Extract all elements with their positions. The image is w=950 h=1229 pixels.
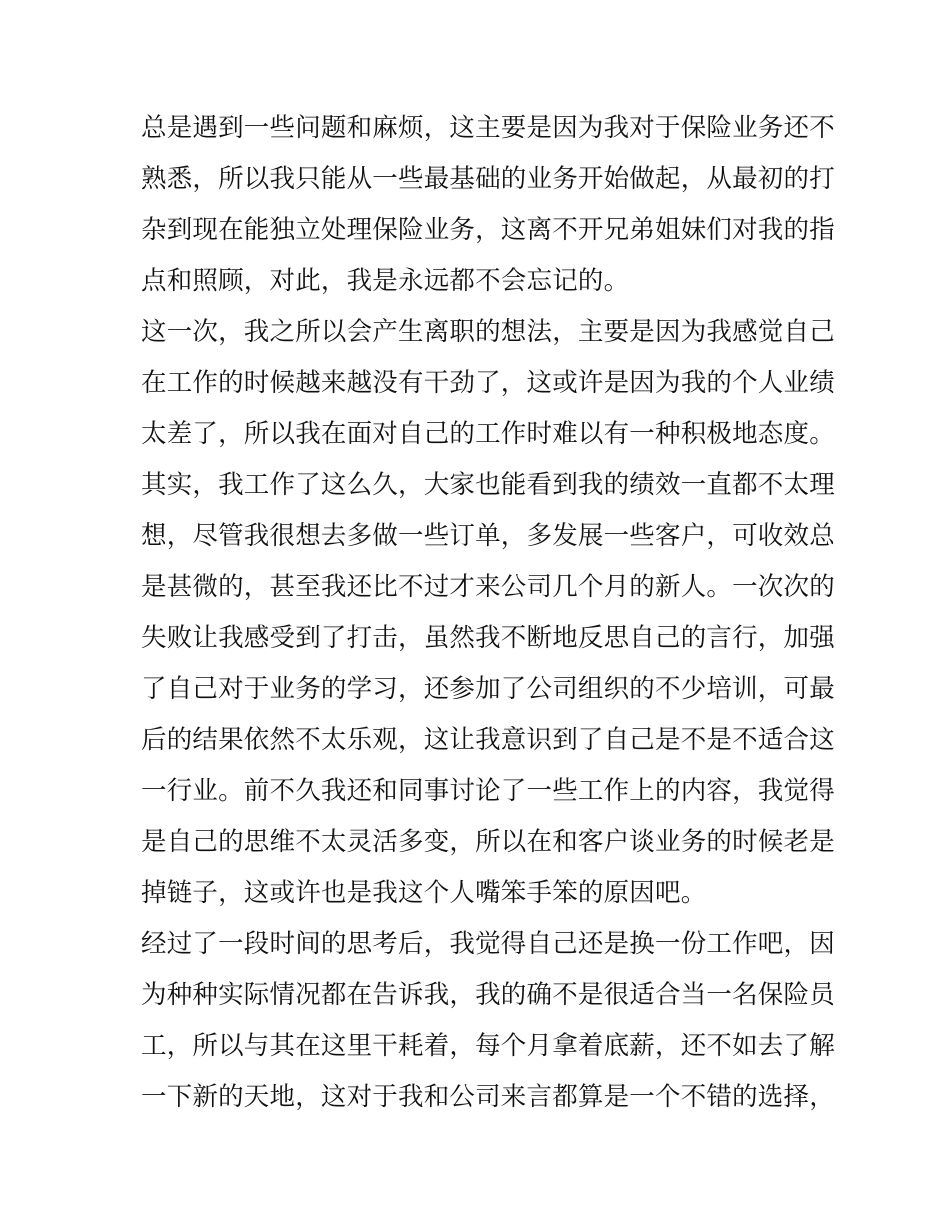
text-line: 熟悉，所以我只能从一些最基础的业务开始做起，从最初的打 (141, 164, 835, 194)
text-line: 后的结果依然不太乐观，这让我意识到了自己是不是不适合这 (141, 725, 835, 755)
text-line: 了自己对于业务的学习，还参加了公司组织的不少培训，可最 (141, 674, 835, 704)
text-line: 杂到现在能独立处理保险业务，这离不开兄弟姐妹们对我的指 (141, 215, 835, 245)
text-line: 一行业。前不久我还和同事讨论了一些工作上的内容，我觉得 (141, 776, 835, 806)
text-line: 想，尽管我很想去多做一些订单，多发展一些客户，可收效总 (141, 521, 835, 551)
text-line: 总是遇到一些问题和麻烦，这主要是因为我对于保险业务还不 (141, 113, 835, 143)
text-line: 经过了一段时间的思考后，我觉得自己还是换一份工作吧，因 (141, 929, 835, 959)
text-line: 这一次，我之所以会产生离职的想法，主要是因为我感觉自己 (141, 317, 835, 347)
text-line: 在工作的时候越来越没有干劲了，这或许是因为我的个人业绩 (141, 368, 835, 398)
text-line: 点和照顾，对此，我是永远都不会忘记的。 (141, 266, 630, 296)
text-line: 失败让我感受到了打击，虽然我不断地反思自己的言行，加强 (141, 623, 835, 653)
text-line: 是自己的思维不太灵活多变，所以在和客户谈业务的时候老是 (141, 827, 835, 857)
text-line: 其实，我工作了这么久，大家也能看到我的绩效一直都不太理 (141, 470, 835, 500)
body-text (141, 103, 835, 1123)
text-line: 为种种实际情况都在告诉我，我的确不是很适合当一名保险员 (141, 980, 835, 1010)
text-line: 一下新的天地，这对于我和公司来言都算是一个不错的选择， (141, 1082, 835, 1112)
text-line: 太差了，所以我在面对自己的工作时难以有一种积极地态度。 (141, 419, 835, 449)
text-line: 掉链子，这或许也是我这个人嘴笨手笨的原因吧。 (141, 878, 707, 908)
text-line: 工，所以与其在这里干耗着，每个月拿着底薪，还不如去了解 (141, 1031, 835, 1061)
text-line: 是甚微的，甚至我还比不过才来公司几个月的新人。一次次的 (141, 572, 835, 602)
